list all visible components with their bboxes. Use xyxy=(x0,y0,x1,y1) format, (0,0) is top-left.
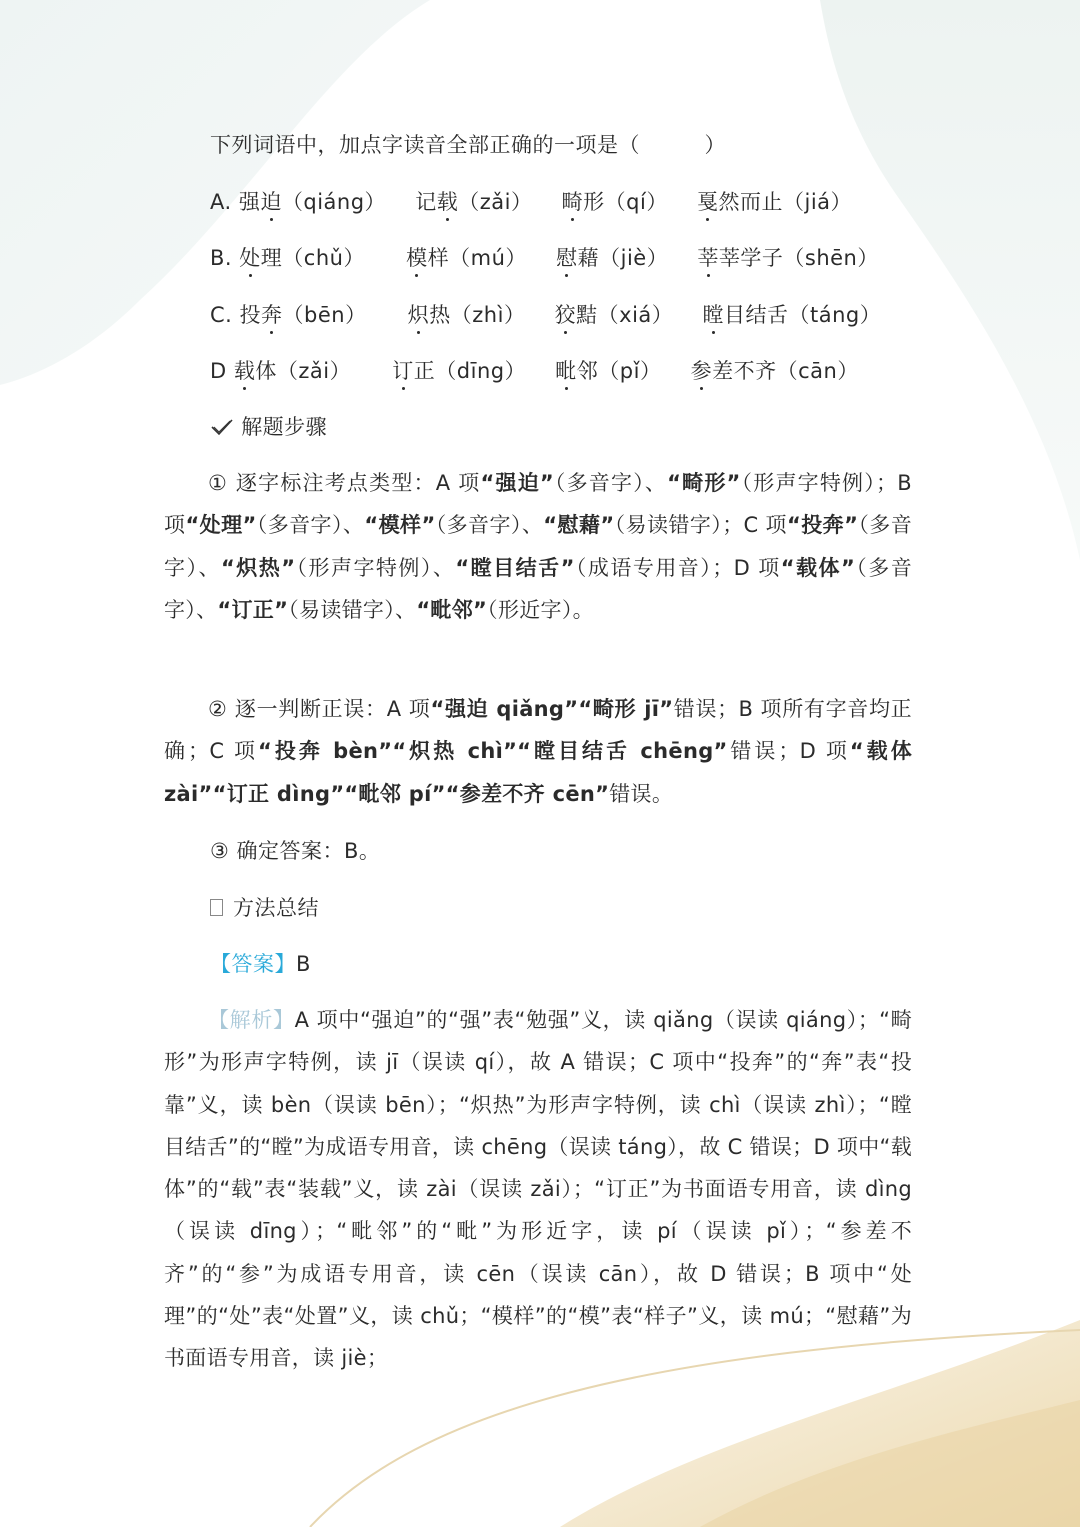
dotted-char: 载 xyxy=(437,187,459,217)
dotted-char: 畸 xyxy=(562,187,584,217)
checkbox-icon xyxy=(210,899,223,916)
option-term: 参差不齐（cān） xyxy=(691,356,859,386)
option-term: 处理（chǔ） xyxy=(239,243,365,273)
option-term: 订正（dīng） xyxy=(392,356,526,386)
option-prefix: B. xyxy=(210,246,233,270)
option-term: 投奔（bēn） xyxy=(240,300,367,330)
option-term: 记载（zǎi） xyxy=(415,187,532,217)
dotted-char: 参 xyxy=(691,356,713,386)
option-term: 戛然而止（jiá） xyxy=(697,187,852,217)
step-1-paragraph: ① 逐字标注考点类型：A 项“强迫”（多音字）、“畸形”（形声字特例）；B 项“处理”（多音字）、“模样”（多音字）、“慰藉”（易读错字）；C 项“投奔”（多音字）、“炽热”（形声字特例）、“瞠目结舌”（成语专用音）；D 项“载体”（多音字）、“订正”（易读错字）、“毗邻”（形近字）。 xyxy=(164,471,912,622)
step-2-paragraph: ② 逐一判断正误：A 项“强迫 qiǎng”“畸形 jī”错误；B 项所有字音均正确；C 项“投奔 bèn”“炽热 chì”“瞠目结舌 chēng”错误；D 项“载体 zài”“订正 dìng”“毗邻 pí”“参差不齐 cēn”错误。 xyxy=(164,697,912,806)
option-a xyxy=(210,187,874,217)
option-term: 瞠目结舌（táng） xyxy=(702,300,881,330)
summary-heading xyxy=(210,893,319,923)
check-icon xyxy=(210,417,234,437)
option-term: 慰藉（jiè） xyxy=(556,243,668,273)
option-term: 载体（zǎi） xyxy=(234,356,351,386)
option-prefix: D xyxy=(210,359,234,383)
dotted-char: 戛 xyxy=(697,187,719,217)
option-term: 毗邻（pǐ） xyxy=(555,356,661,386)
dotted-char: 奔 xyxy=(261,300,283,330)
dotted-char: 狡 xyxy=(555,300,577,330)
option-d xyxy=(210,356,881,386)
analysis-paragraph xyxy=(164,999,912,1380)
option-term: 莘莘学子（shēn） xyxy=(697,243,878,273)
answer-line xyxy=(210,949,311,979)
question-title: 下列词语中，加点字读音全部正确的一项是（ ） xyxy=(210,133,726,157)
option-prefix: C. xyxy=(210,303,233,327)
steps-heading-text: 解题步骤 xyxy=(241,415,328,439)
dotted-char: 迫 xyxy=(260,187,282,217)
dotted-char: 订 xyxy=(392,356,414,386)
option-term: 畸形（qí） xyxy=(562,187,668,217)
dotted-char: 处 xyxy=(239,243,261,273)
option-term: 强迫（qiáng） xyxy=(239,187,386,217)
option-term: 炽热（zhì） xyxy=(408,300,526,330)
dotted-char: 载 xyxy=(234,356,256,386)
option-term: 狡黠（xiá） xyxy=(555,300,674,330)
dotted-char: 毗 xyxy=(555,356,577,386)
dotted-char: 莘 xyxy=(697,243,719,273)
answer-tag: 【答案】 xyxy=(210,952,296,976)
steps-heading xyxy=(210,412,327,442)
answer-value: B xyxy=(296,952,311,976)
dotted-char: 慰 xyxy=(556,243,578,273)
dotted-char: 炽 xyxy=(408,300,430,330)
summary-heading-text: 方法总结 xyxy=(233,896,319,920)
option-prefix: A. xyxy=(210,190,239,214)
dotted-char: 瞠 xyxy=(702,300,724,330)
analysis-tag: 【解析】 xyxy=(208,1008,295,1032)
dotted-char: 模 xyxy=(406,243,428,273)
option-c xyxy=(210,300,903,330)
option-b xyxy=(210,243,901,273)
option-term: 模样（mú） xyxy=(406,243,527,273)
step-3-answer-line: ③ 确定答案：B。 xyxy=(210,839,381,863)
analysis-text: A 项中“强迫”的“强”表“勉强”义，读 qiǎng（误读 qiáng）；“畸形”为形声字特例，读 jī（误读 qí），故 A 错误；C 项中“投奔”的“奔”表“投靠”义，读 bèn（误读 bēn）；“炽热”为形声字特例，读 chì（误读 zhì）；“瞠目结舌”的“瞠”为成语专用音，读 chēng（误读 táng），故 C 错误；D 项中“载体”的“载”表“装载”义，读 zài（误读 zǎi）；“订正”为书面语专用音，读 dìng（误读 dīng）；“毗邻”的“毗”为形近字，读 pí（误读 pǐ）；“参差不齐”的“参”为成语专用音，读 cēn（误读 cān），故 D 错误；B 项中“处理”的“处”表“处置”义，读 chǔ；“模样”的“模”表“样子”义，读 mú；“慰藉”为书面语专用音，读 jiè； xyxy=(164,1008,913,1371)
